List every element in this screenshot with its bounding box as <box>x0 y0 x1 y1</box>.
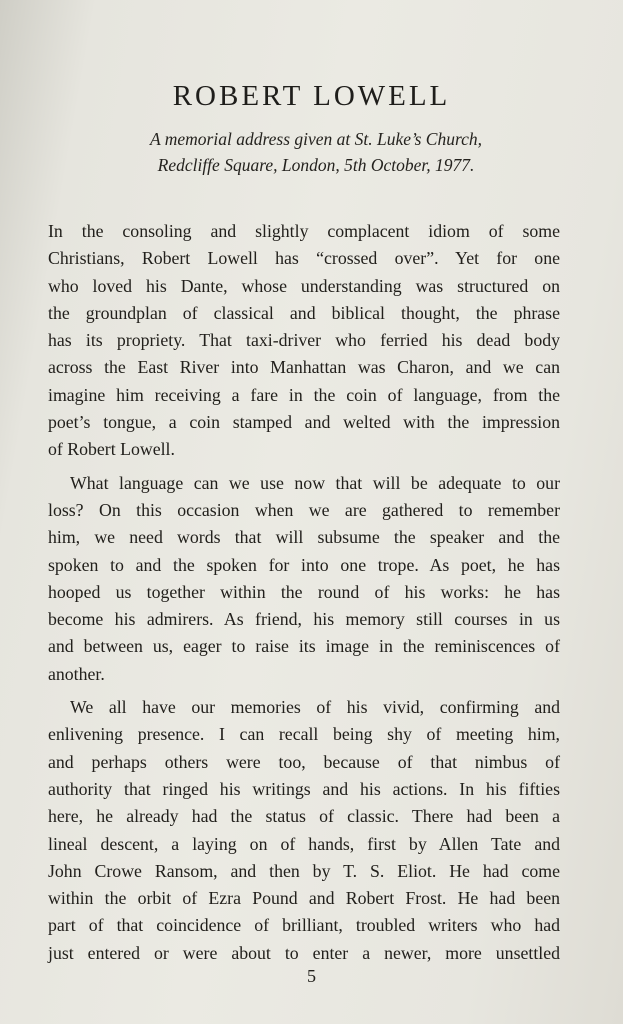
page-number: 5 <box>307 966 316 986</box>
text-line: spoken to and the spoken for into one trope. As poet, he has <box>48 554 560 575</box>
text-line: and between us, eager to raise its image in the reminiscences of <box>48 636 560 657</box>
text-line: In the consoling and slightly complacent idiom of some <box>48 221 560 241</box>
text-line: and perhaps others were too, because of that nimbus of <box>48 751 560 772</box>
text-line: John Crowe Ransom, and then by T. S. Eliot. He had come <box>48 860 560 881</box>
text-line: lineal descent, a laying on of hands, first by Allen Tate and <box>48 833 560 854</box>
text-line: within the orbit of Ezra Pound and Robert Frost. He had been <box>48 888 560 909</box>
text-line: Christians, Robert Lowell has “crossed over”. Yet for one <box>48 248 560 269</box>
text-line: him, we need words that will subsume the speaker and the <box>48 527 560 548</box>
subtitle-line: A memorial address given at St. Luke’s Church, <box>150 129 482 149</box>
text-line: across the East River into Manhattan was Charon, and we can <box>48 357 560 378</box>
body-text <box>48 218 560 973</box>
text-line: here, he already had the status of classic. There had been a <box>48 806 560 827</box>
subtitle <box>40 126 592 178</box>
text-line: We all have our memories of his vivid, confirming and <box>70 697 560 718</box>
text-line: imagine him receiving a fare in the coin of language, from the <box>48 384 560 405</box>
text-line: who loved his Dante, whose understanding was structured on <box>48 275 560 296</box>
text-line: the groundplan of classical and biblical thought, the phrase <box>48 302 560 323</box>
text-line: authority that ringed his writings and his actions. In his fifties <box>48 778 560 799</box>
text-line: has its propriety. That taxi-driver who ferried his dead body <box>48 330 560 351</box>
paragraph-2 <box>48 470 560 688</box>
text-line: loss? On this occasion when we are gathered to remember <box>48 499 560 520</box>
paragraph-3 <box>48 694 560 967</box>
text-line: part of that coincidence of brilliant, troubled writers who had <box>48 915 560 936</box>
text-line: become his admirers. As friend, his memory still courses in us <box>48 609 560 630</box>
page-title: ROBERT LOWELL <box>172 80 451 112</box>
text-line: another. <box>48 663 105 684</box>
text-line: hooped us together within the round of his works: he has <box>48 581 560 602</box>
text-line: of Robert Lowell. <box>48 439 175 460</box>
text-line: enlivening presence. I can recall being shy of meeting him, <box>48 724 560 745</box>
text-line: just entered or were about to enter a newer, more unsettled <box>48 942 560 963</box>
paragraph-1 <box>48 218 560 464</box>
subtitle-line: Redcliffe Square, London, 5th October, 1977. <box>157 155 475 175</box>
text-line: poet’s tongue, a coin stamped and welted with the impression <box>48 412 560 433</box>
text-line: What language can we use now that will be adequate to our <box>70 472 560 493</box>
